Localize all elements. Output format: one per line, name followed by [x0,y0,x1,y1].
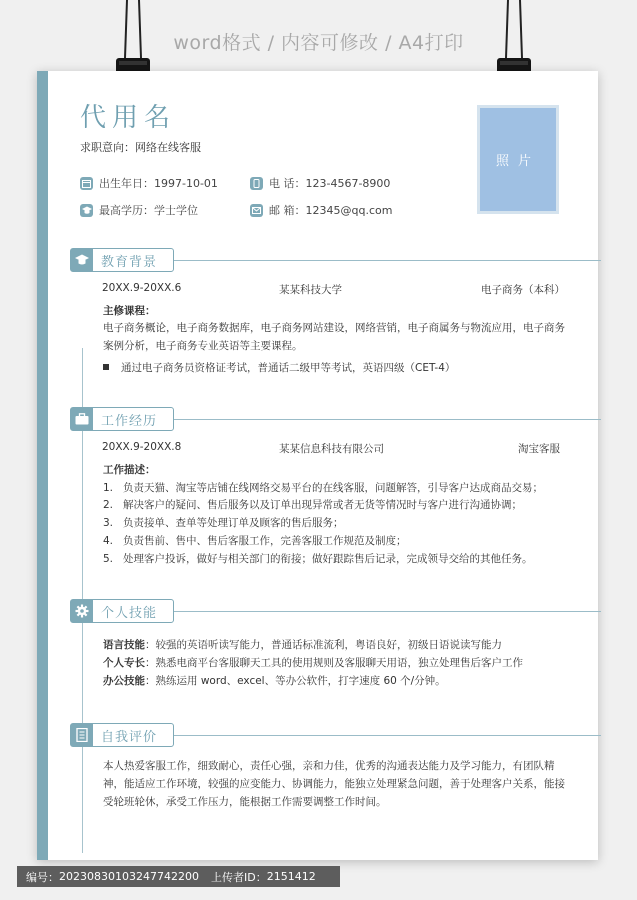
list-item: 4. 负责售前、售中、售后客服工作，完善客服工作规范及制度； [103,535,407,547]
work-period: 20XX.9-20XX.8 [102,441,182,453]
email-text: 邮 箱：12345@qq.com [269,204,393,217]
education-period: 20XX.9-20XX.6 [102,282,182,294]
education-info [80,202,198,218]
bullet-icon [103,364,109,370]
document-icon [71,724,93,746]
phone-text: 电 话：123-4567-8900 [269,177,391,190]
footer-uploader: 2151412 [266,870,316,883]
education-text: 最高学历：学士学位 [99,204,198,217]
briefcase-icon [71,408,93,430]
section-title-self: 自我评价 [101,729,158,745]
education-major: 电子商务（本科） [481,284,565,296]
footer-id-label: 编号： [26,870,59,884]
list-item: 1. 负责天猫、淘宝等店铺在线网络交易平台的在线客服，问题解答，引导客户达成商品交易； [103,482,543,494]
list-item: 2. 解决客户的疑问、售后服务以及订单出现异常或者无货等情况时与客户进行沟通协调； [103,499,522,511]
graduation-cap-icon [80,204,93,217]
birth-text: 出生年日：1997-10-01 [99,177,218,190]
self-evaluation-text: 本人热爱客服工作，细致耐心，责任心强，亲和力佳，优秀的沟通表达能力及学习能力，有团队精神，能适应工作环境，较强的应变能力、协调能力，能独立处理紧急问题，善于处理客户关系，能接受轮班轮休，承受工作压力，能根据工作需要调整工作时间。 [103,760,565,808]
work-description-label: 工作描述： [103,464,156,476]
skill-row: 个人专长：熟悉电商平台客服聊天工具的使用规则及客服聊天用语，独立处理售后客户工作 [103,657,523,669]
certificate-item [103,360,455,375]
left-accent-bar [37,71,48,860]
footer-bar [17,866,340,887]
courses-label: 主修课程： [103,305,156,317]
section-self-header [70,723,601,747]
mail-icon [250,204,263,217]
birth-info [80,175,218,191]
banner-text: word格式 / 内容可修改 / A4打印 [173,32,464,54]
phone-icon [250,177,263,190]
education-school: 某某科技大学 [279,284,342,296]
graduation-cap-icon [71,249,93,271]
footer-uploader-label: 上传者ID： [210,870,267,884]
calendar-icon [80,177,93,190]
gear-icon [71,600,93,622]
skill-row: 语言技能：较强的英语听读写能力，普通话标准流利，粤语良好，初级日语说读写能力 [103,639,502,651]
footer-id: 20230830103247742200 [59,870,199,883]
certificate-text: 通过电子商务员资格证考试，普通话二级甲等考试，英语四级（CET-4） [121,362,456,374]
section-title-work: 工作经历 [101,413,158,429]
skill-row: 办公技能：熟练运用 word、excel、等办公软件，打字速度 60 个/分钟。 [103,675,446,687]
resume-page [37,71,598,860]
section-work-header [70,407,601,431]
job-intent: 求职意向：网络在线客服 [80,141,201,154]
courses-text: 电子商务概论，电子商务数据库，电子商务网站建设，网络营销，电子商属务与物流应用，电子商务案例分析，电子商务专业英语等主要课程。 [103,322,565,352]
section-skills-header [70,599,601,623]
candidate-name: 代用名 [80,103,177,133]
section-education-header [70,248,601,272]
work-role: 淘宝客服 [518,443,560,455]
email-info [250,202,392,218]
phone-info [250,175,390,191]
list-item: 3. 负责接单、查单等处理订单及顾客的售后服务； [103,517,344,529]
section-title-skills: 个人技能 [101,605,158,621]
photo-placeholder: 照片 [477,105,559,214]
section-title-education: 教育背景 [101,254,158,270]
work-company: 某某信息科技有限公司 [279,443,384,455]
list-item: 5. 处理客户投诉，做好与相关部门的衔接；做好跟踪售后记录，完成领导交给的其他任务。 [103,553,533,565]
